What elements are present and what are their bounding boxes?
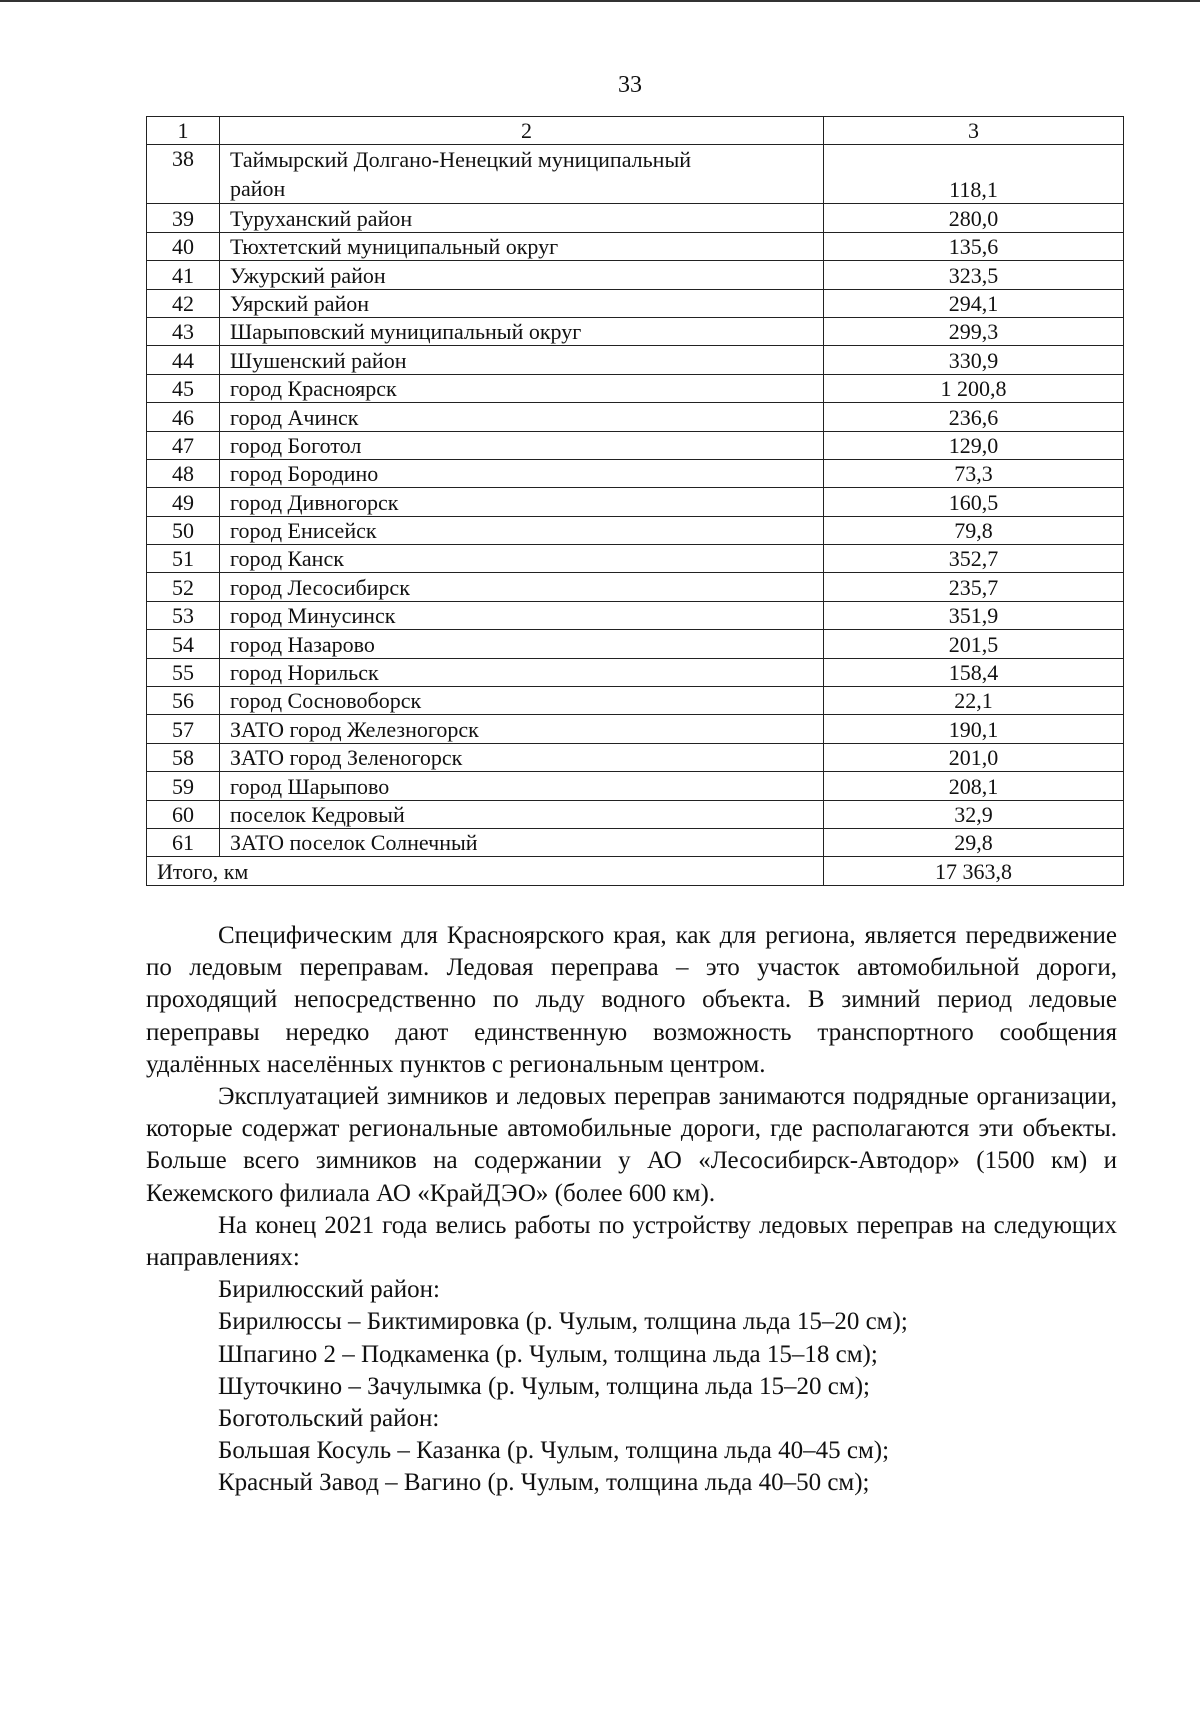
row-value: 118,1 (824, 145, 1124, 204)
row-name: ЗАТО поселок Солнечный (220, 828, 824, 856)
row-value: 129,0 (824, 431, 1124, 459)
row-value: 330,9 (824, 346, 1124, 374)
row-value: 73,3 (824, 459, 1124, 487)
total-value: 17 363,8 (824, 857, 1124, 885)
row-number: 49 (147, 488, 220, 516)
list-item: Бирилюсский район: (218, 1276, 440, 1304)
list-item: Шпагино 2 – Подкаменка (р. Чулым, толщина льда 15–18 см); (218, 1340, 878, 1368)
row-number: 51 (147, 545, 220, 573)
total-label: Итого, км (147, 857, 824, 885)
list-item: Бирилюссы – Биктимировка (р. Чулым, толщина льда 15–20 см); (218, 1308, 908, 1336)
table-row (147, 204, 1124, 232)
row-number: 41 (147, 261, 220, 289)
table-row (147, 772, 1124, 800)
table-row (147, 687, 1124, 715)
row-number: 46 (147, 403, 220, 431)
paragraph: На конец 2021 года велись работы по устройству ледовых переправ на следующих направлениях: (146, 1211, 1117, 1272)
table-row (147, 658, 1124, 686)
table-total-row (147, 857, 1124, 885)
row-name: город Сосновоборск (220, 687, 824, 715)
row-number: 53 (147, 601, 220, 629)
row-value: 22,1 (824, 687, 1124, 715)
table-row (147, 431, 1124, 459)
row-number: 59 (147, 772, 220, 800)
row-name: город Красноярск (220, 374, 824, 402)
row-name-line-1: Таймырский Долгано-Ненецкий муниципальный (230, 147, 692, 173)
table-row (147, 459, 1124, 487)
body-text (146, 920, 1117, 1500)
row-name: поселок Кедровый (220, 800, 824, 828)
row-value: 79,8 (824, 516, 1124, 544)
row-name: город Ачинск (220, 403, 824, 431)
row-value: 299,3 (824, 317, 1124, 345)
row-value: 351,9 (824, 601, 1124, 629)
table-row (147, 800, 1124, 828)
row-name: Уярский район (220, 289, 824, 317)
row-value: 208,1 (824, 772, 1124, 800)
top-scan-edge (0, 0, 1200, 2)
row-number: 44 (147, 346, 220, 374)
row-name-line-2: район (230, 176, 286, 202)
row-number: 48 (147, 459, 220, 487)
header-col-3: 3 (824, 117, 1124, 145)
row-name: город Енисейск (220, 516, 824, 544)
row-number: 42 (147, 289, 220, 317)
row-name: Ужурский район (220, 261, 824, 289)
row-name: Шушенский район (220, 346, 824, 374)
table-header-row (147, 117, 1124, 145)
paragraph: Эксплуатацией зимников и ледовых переправ занимаются подрядные организации, которые содержат региональные автомобильные дороги, где располагаются эти объекты. Больше всего зимников на содержании у АО «Лесосибирск-Автодор» (1500 км) и Кежемского филиала АО «КрайДЭО» (более 600 км). (146, 1083, 1117, 1207)
row-number: 55 (147, 658, 220, 686)
row-name: город Минусинск (220, 601, 824, 629)
row-number: 61 (147, 828, 220, 856)
row-name: город Дивногорск (220, 488, 824, 516)
row-name: город Бородино (220, 459, 824, 487)
table-row (147, 261, 1124, 289)
paragraph: Специфическим для Красноярского края, как для региона, является передвижение по ледовым переправам. Ледовая переправа – это участок автомобильной дороги, проходящий непосредственно по льду водного объекта. В зимний период ледовые переправы нередко дают единственную возможность транспортного сообщения удалённых населённых пунктов с региональным центром. (146, 922, 1117, 1078)
row-name: город Назарово (220, 630, 824, 658)
table-row (147, 601, 1124, 629)
row-value: 280,0 (824, 204, 1124, 232)
row-value: 235,7 (824, 573, 1124, 601)
table-row (147, 743, 1124, 771)
row-value: 158,4 (824, 658, 1124, 686)
table-row (147, 545, 1124, 573)
row-value: 1 200,8 (824, 374, 1124, 402)
header-col-2: 2 (220, 117, 824, 145)
header-col-1: 1 (147, 117, 220, 145)
table-row (147, 516, 1124, 544)
roads-length-table (146, 116, 1124, 886)
row-number: 50 (147, 516, 220, 544)
row-value: 32,9 (824, 800, 1124, 828)
row-name: город Норильск (220, 658, 824, 686)
row-name: Тюхтетский муниципальный округ (220, 232, 824, 260)
row-value: 201,0 (824, 743, 1124, 771)
row-name: город Лесосибирск (220, 573, 824, 601)
row-value: 29,8 (824, 828, 1124, 856)
table-row (147, 232, 1124, 260)
table-row (147, 289, 1124, 317)
row-value: 352,7 (824, 545, 1124, 573)
row-number: 45 (147, 374, 220, 402)
table-row (147, 145, 1124, 204)
row-number: 60 (147, 800, 220, 828)
row-value: 201,5 (824, 630, 1124, 658)
row-name: Шарыповский муниципальный округ (220, 317, 824, 345)
row-name: город Канск (220, 545, 824, 573)
row-number: 47 (147, 431, 220, 459)
row-value: 294,1 (824, 289, 1124, 317)
row-number: 38 (147, 145, 220, 204)
list-item: Шуточкино – Зачулымка (р. Чулым, толщина льда 15–20 см); (218, 1372, 870, 1400)
row-number: 54 (147, 630, 220, 658)
row-value: 135,6 (824, 232, 1124, 260)
list-item: Боготольский район: (218, 1405, 440, 1433)
table-row (147, 828, 1124, 856)
row-name: ЗАТО город Зеленогорск (220, 743, 824, 771)
row-number: 58 (147, 743, 220, 771)
page-number: 33 (618, 72, 642, 98)
row-number: 52 (147, 573, 220, 601)
table-row (147, 630, 1124, 658)
row-number: 56 (147, 687, 220, 715)
row-name: ЗАТО город Железногорск (220, 715, 824, 743)
table-row (147, 374, 1124, 402)
row-value: 160,5 (824, 488, 1124, 516)
row-value: 323,5 (824, 261, 1124, 289)
row-value: 190,1 (824, 715, 1124, 743)
row-value: 236,6 (824, 403, 1124, 431)
row-number: 43 (147, 317, 220, 345)
row-name: город Боготол (220, 431, 824, 459)
table-row (147, 403, 1124, 431)
table-row (147, 346, 1124, 374)
row-number: 57 (147, 715, 220, 743)
row-name: Туруханский район (220, 204, 824, 232)
table-row (147, 573, 1124, 601)
list-item: Красный Завод – Вагино (р. Чулым, толщина льда 40–50 см); (218, 1469, 870, 1497)
table-row (147, 317, 1124, 345)
row-number: 40 (147, 232, 220, 260)
row-name: город Шарыпово (220, 772, 824, 800)
list-item: Большая Косуль – Казанка (р. Чулым, толщина льда 40–45 см); (218, 1437, 890, 1465)
table-row (147, 488, 1124, 516)
row-name (220, 145, 824, 204)
table-row (147, 715, 1124, 743)
row-number: 39 (147, 204, 220, 232)
